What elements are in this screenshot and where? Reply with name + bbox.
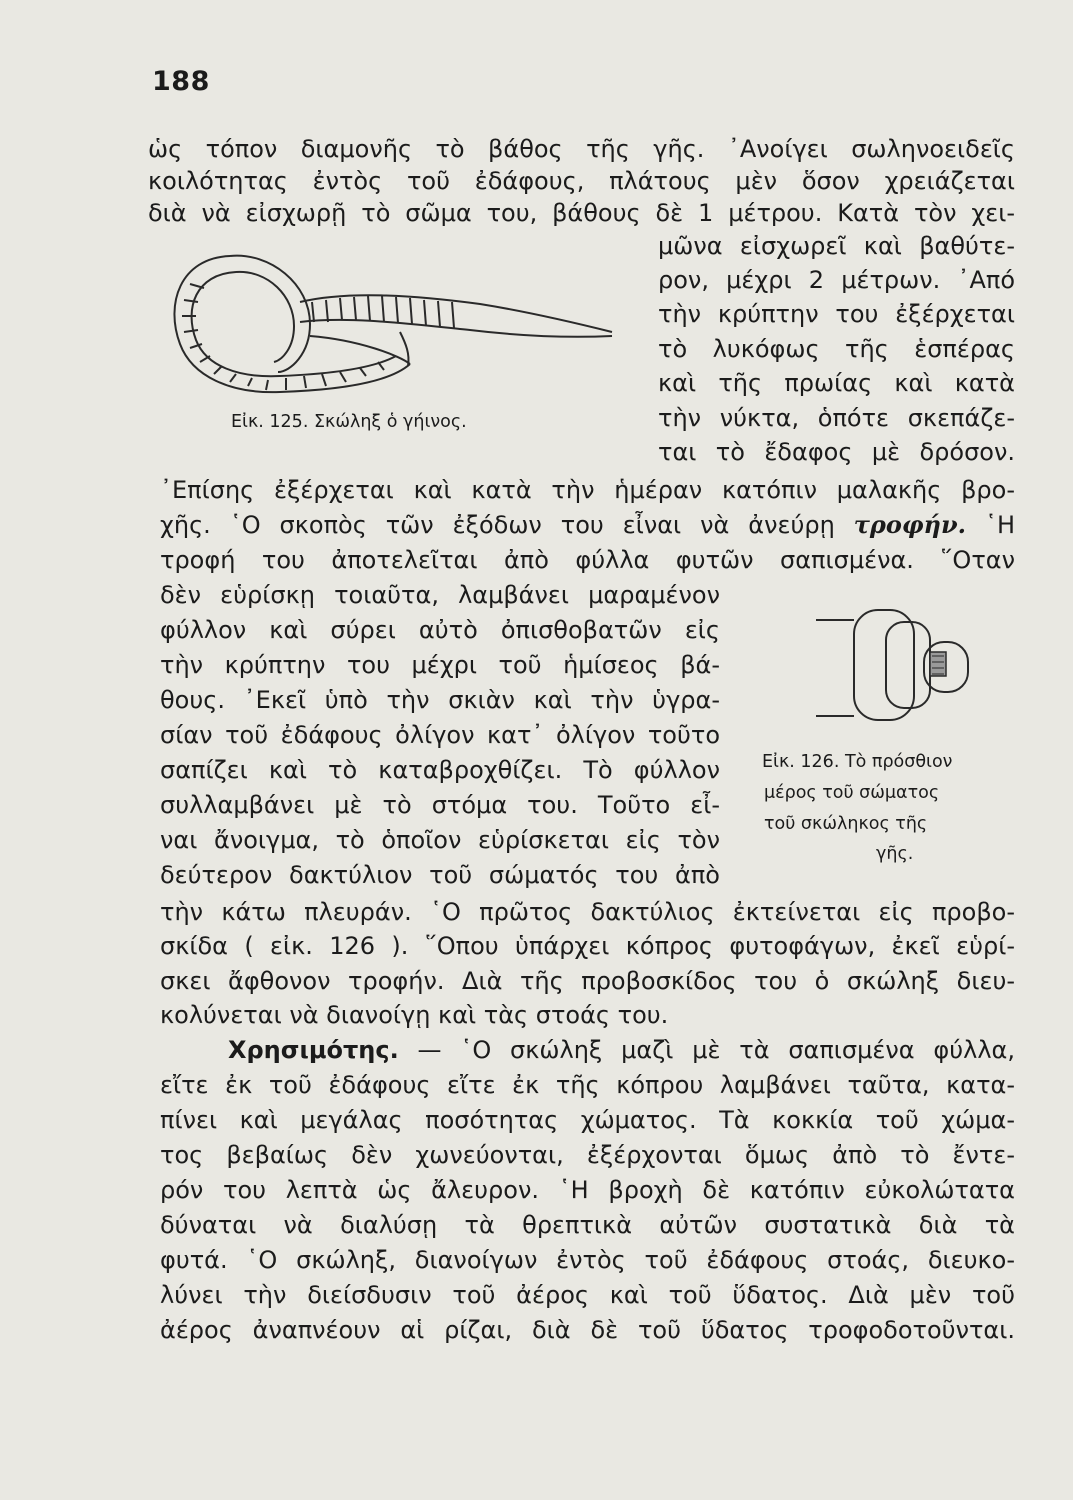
text-line: μῶνα εἰσχωρεῖ καὶ βαθύτε-: [658, 232, 1015, 260]
text-line: σκει ἄφθονον τροφήν. Διὰ τῆς προβοσκίδος του ὁ σκώληξ διευ-: [160, 967, 1015, 995]
text-run: ῾Η: [966, 511, 1015, 539]
text-line: δεύτερον δακτύλιον τοῦ σώματός του ἀπὸ: [160, 861, 720, 889]
text-line: συλλαμβάνει μὲ τὸ στόμα του. Τοῦτο εἶ-: [160, 791, 720, 819]
text-line: ρον, μέχρι 2 μέτρων. ᾿Από: [658, 266, 1015, 294]
text-line: κοιλότητας ἐντὸς τοῦ ἐδάφους, πλάτους μὲν ὅσον χρειάζεται: [148, 167, 1015, 195]
figure-126-caption: γῆς.: [876, 844, 914, 864]
text-run: — ῾Ο σκώληξ μαζὶ μὲ τὰ σαπισμένα φύλλα,: [398, 1036, 1015, 1064]
text-line: θους. ᾿Εκεῖ ὑπὸ τὴν σκιὰν καὶ τὴν ὑγρα-: [160, 686, 720, 714]
figure-126-caption: μέρος τοῦ σώματος: [764, 783, 940, 803]
text-run: χῆς. ῾Ο σκοπὸς τῶν ἐξόδων του εἶναι νὰ ἀνεύρῃ: [160, 511, 854, 539]
text-line: τος βεβαίως δὲν χωνεύονται, ἐξέρχονται ὅμως ἀπὸ τὸ ἔντε-: [160, 1141, 1015, 1169]
figure-125-caption: Εἰκ. 125. Σκώληξ ὁ γήινος.: [231, 412, 467, 432]
text-line: δὲν εὑρίσκῃ τοιαῦτα, λαμβάνει μαραμένον: [160, 581, 720, 609]
text-line: λύνει τὴν διείσδυσιν τοῦ ἀέρος καὶ τοῦ ὕδατος. Διὰ μὲν τοῦ: [160, 1281, 1015, 1309]
text-line: διὰ νὰ εἰσχωρῇ τὸ σῶμα του, βάθους δὲ 1 μέτρου. Κατὰ τὸν χει-: [148, 199, 1015, 227]
text-line: τὴν κρύπτην του μέχρι τοῦ ἡμίσεος βά-: [160, 651, 720, 679]
text-line: τὴν νύκτα, ὁπότε σκεπάζε-: [658, 404, 1015, 432]
text-line: σκίδα ( εἰκ. 126 ). ῞Οπου ὑπάρχει κόπρος φυτοφάγων, ἐκεῖ εὑρί-: [160, 932, 1015, 960]
text-line: ται τὸ ἔδαφος μὲ δρόσον.: [658, 438, 1015, 466]
text-line: ρόν του λεπτὰ ὡς ἄλευρον. ῾Η βροχὴ δὲ κατόπιν εὐκολώτατα: [160, 1176, 1015, 1204]
text-line: εἴτε ἐκ τοῦ ἐδάφους εἴτε ἐκ τῆς κόπρου λαμβάνει ταῦτα, κατα-: [160, 1071, 1015, 1099]
section-heading: Χρησιμότης.: [228, 1036, 399, 1064]
text-line: καὶ τῆς πρωίας καὶ κατὰ: [658, 369, 1015, 397]
text-line: φυτά. ῾Ο σκώληξ, διανοίγων ἐντὸς τοῦ ἐδάφους στοάς, διευκο-: [160, 1246, 1015, 1274]
emphasis-food: τροφήν.: [853, 510, 967, 539]
text-line: κολύνεται νὰ διανοίγῃ καὶ τὰς στοάς του.: [160, 1001, 669, 1029]
text-line: ὡς τόπον διαμονῆς τὸ βάθος τῆς γῆς. ᾿Ανοίγει σωληνοειδεῖς: [148, 135, 1015, 163]
text-line: φύλλον καὶ σύρει αὐτὸ ὀπισθοβατῶν εἰς: [160, 616, 720, 644]
earthworm-figure: [160, 244, 620, 424]
text-line: πίνει καὶ μεγάλας ποσότητας χώματος. Τὰ κοκκία τοῦ χώμα-: [160, 1106, 1015, 1134]
text-line: σίαν τοῦ ἐδάφους ὀλίγον κατ᾿ ὀλίγον τοῦτο: [160, 721, 720, 749]
page-number: 188: [152, 66, 210, 97]
figure-126-caption: τοῦ σκώληκος τῆς: [764, 814, 928, 834]
figure-126-caption: Εἰκ. 126. Τὸ πρόσθιον: [762, 752, 953, 772]
text-line: σαπίζει καὶ τὸ καταβροχθίζει. Τὸ φύλλον: [160, 756, 720, 784]
text-line: ναι ἄνοιγμα, τὸ ὁποῖον εὑρίσκεται εἰς τὸν: [160, 826, 720, 854]
text-line: [160, 510, 1015, 540]
text-line: ἀέρος ἀναπνέουν αἱ ρίζαι, διὰ δὲ τοῦ ὕδατος τροφοδοτοῦνται.: [160, 1316, 1015, 1344]
text-line: τροφή του ἀποτελεῖται ἀπὸ φύλλα φυτῶν σαπισμένα. ῞Οταν: [160, 546, 1015, 574]
text-line: τὸ λυκόφως τῆς ἑσπέρας: [658, 335, 1015, 363]
worm-front-figure: [814, 600, 974, 730]
text-line: [228, 1035, 1015, 1065]
text-line: τὴν κάτω πλευράν. ῾Ο πρῶτος δακτύλιος ἐκτείνεται εἰς προβο-: [160, 898, 1015, 926]
text-line: ᾿Επίσης ἐξέρχεται καὶ κατὰ τὴν ἡμέραν κατόπιν μαλακῆς βρο-: [160, 476, 1015, 504]
text-line: τὴν κρύπτην του ἐξέρχεται: [658, 300, 1015, 328]
text-line: δύναται νὰ διαλύσῃ τὰ θρεπτικὰ αὐτῶν συστατικὰ διὰ τὰ: [160, 1211, 1015, 1239]
